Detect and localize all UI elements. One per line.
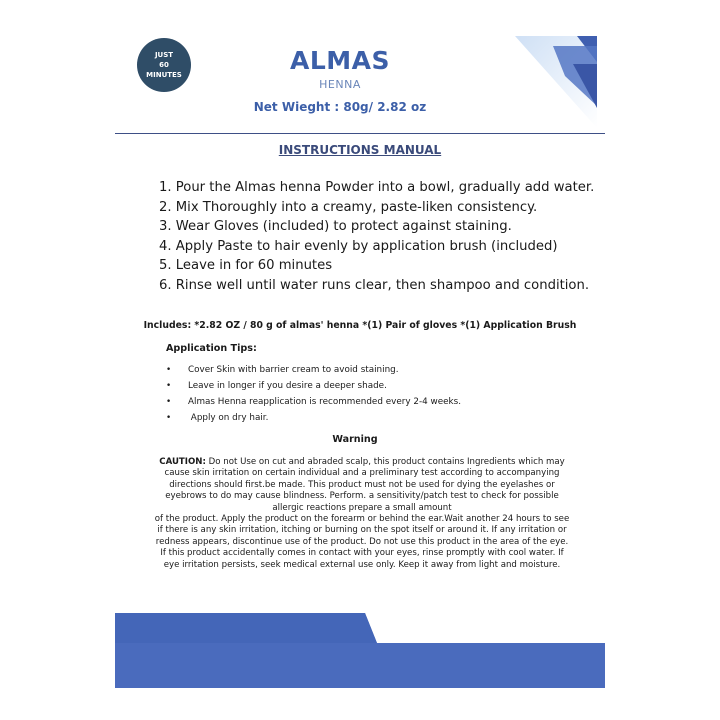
- warning-title: Warning: [332, 434, 378, 445]
- instruction-step: 3. Wear Gloves (included) to protect against staining.: [159, 219, 512, 235]
- tip-item: [166, 378, 461, 394]
- caution-line: eye irritation persists, seek medical external use only. Keep it away from light and moisture.: [163, 559, 561, 570]
- net-weight: Net Wieght : 80g/ 2.82 oz: [253, 100, 427, 114]
- header-divider: [115, 133, 605, 134]
- includes-line: Includes: *2.82 OZ / 80 g of almas' henna *(1) Pair of gloves *(1) Application Brush: [143, 320, 577, 331]
- tips-title: Application Tips:: [166, 343, 257, 354]
- caution-line: if there is any skin irritation, itching or burning on the spot itself or around it. If any irritation or: [157, 525, 567, 536]
- tips-list: [166, 362, 461, 426]
- caution-line: cause skin irritation on certain individual and a preliminary test according to accompanying: [164, 468, 560, 479]
- instruction-step: 6. Rinse well until water runs clear, then shampoo and condition.: [159, 277, 590, 293]
- footer-band-graphic: [115, 613, 605, 688]
- instructions-title: INSTRUCTIONS MANUAL: [278, 143, 442, 157]
- caution-label: CAUTION:: [159, 457, 206, 467]
- tip-item: [166, 410, 461, 426]
- corner-decoration-graphic: [515, 36, 597, 128]
- instruction-step: 2. Mix Thoroughly into a creamy, paste-liken consistency.: [159, 199, 538, 215]
- tip-text: Almas Henna reapplication is recommended every 2-4 weeks.: [188, 397, 462, 407]
- bullet-icon: •: [166, 397, 172, 407]
- caution-paragraph: [150, 457, 574, 571]
- caution-line: If this product accidentally comes in contact with your eyes, rinse promptly with cool water. If: [160, 548, 564, 559]
- tip-item: [166, 394, 461, 410]
- caution-line: directions should first.be made. This product must not be used for dying the eyelashes or: [169, 479, 555, 490]
- instruction-step: 4. Apply Paste to hair evenly by application brush (included): [159, 238, 558, 254]
- tip-item: [166, 362, 461, 378]
- badge-line-2: 60: [159, 61, 169, 69]
- brand-subtitle: HENNA: [319, 78, 361, 91]
- bullet-icon: •: [166, 365, 172, 375]
- caution-line: of the product. Apply the product on the forearm or behind the ear.Wait another 24 hours to see: [154, 514, 570, 525]
- instruction-step: 1. Pour the Almas henna Powder into a bowl, gradually add water.: [159, 180, 595, 195]
- caution-text: Do not Use on cut and abraded scalp, this product contains Ingredients which may: [205, 457, 565, 467]
- badge-line-1: JUST: [154, 51, 174, 59]
- time-badge: [137, 38, 191, 92]
- tip-text: Cover Skin with barrier cream to avoid staining.: [188, 365, 399, 375]
- caution-line: eyebrows to do may cause blindness. Perform. a sensitivity/patch test to check for possible: [165, 491, 559, 502]
- caution-line: redness appears, discontinue use of the product. Do not use this product in the area of the eye.: [155, 536, 569, 547]
- tip-text: Apply on dry hair.: [188, 413, 269, 423]
- caution-line-1: [150, 457, 574, 468]
- badge-line-3: MINUTES: [146, 71, 182, 79]
- bullet-icon: •: [166, 381, 172, 391]
- tip-text: Leave in longer if you desire a deeper shade.: [188, 381, 387, 391]
- instructions-list: [159, 178, 595, 296]
- bullet-icon: •: [166, 413, 172, 423]
- caution-line: allergic reactions prepare a small amount: [272, 502, 452, 513]
- brand-name: ALMAS: [289, 46, 390, 75]
- instruction-step: 5. Leave in for 60 minutes: [159, 258, 333, 274]
